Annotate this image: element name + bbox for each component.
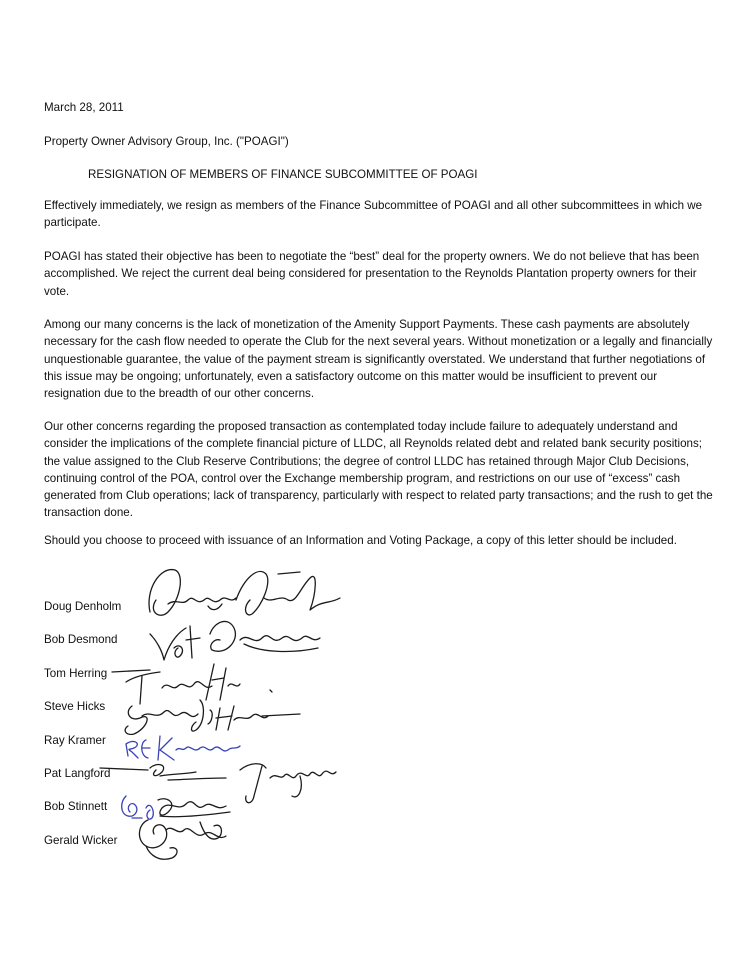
signature-langford — [100, 764, 336, 803]
signer-name: Steve Hicks — [44, 700, 106, 713]
letter-date: March 28, 2011 — [44, 101, 124, 114]
subject-line: RESIGNATION OF MEMBERS OF FINANCE SUBCOMMITTEE OF POAGI — [88, 168, 478, 181]
signer-name: Tom Herring — [44, 667, 108, 680]
signer-name: Doug Denholm — [44, 600, 122, 613]
paragraph-voting-package: Should you choose to proceed with issuance of an Information and Voting Package, a copy of this letter should be included. — [44, 534, 677, 547]
signature-desmond — [150, 621, 320, 660]
signature-hicks — [125, 700, 300, 734]
signature-denholm — [149, 570, 340, 616]
signer-name: Gerald Wicker — [44, 834, 118, 847]
paragraph-objective: POAGI has stated their objective has been to negotiate the “best” deal for the property owners. We do not believe that has been accomplished. We reject the current deal being considered for presentation to the Reynolds Plantation property owners for their vote. — [44, 250, 700, 298]
paragraph-other-concerns: Our other concerns regarding the proposed transaction as contemplated today include failure to adequately understand and consider the implications of the complete financial picture of LLDC, all Reynolds related debt and related bank security positions; the value assigned to the Club Reserve Contributions; the degree of control LLDC has retained through Major Club Decisions, continuing control of the POA, control over the Exchange membership program, and restrictions on our use of “excess” cash generated from Club operations; lack of transparency, particularly with respect to related party transactions; and the rush to get the transaction done. — [44, 420, 713, 520]
signature-herring — [112, 664, 272, 704]
signer-name: Bob Stinnett — [44, 800, 108, 813]
addressee: Property Owner Advisory Group, Inc. ("POAGI") — [44, 135, 289, 148]
signer-name: Bob Desmond — [44, 633, 118, 646]
paragraph-resignation: Effectively immediately, we resign as members of the Finance Subcommittee of POAGI and all other subcommittees in which we participate. — [44, 199, 703, 230]
signature-kramer — [126, 736, 240, 760]
paragraph-monetization: Among our many concerns is the lack of monetization of the Amenity Support Payments. These cash payments are absolutely necessary for the cash flow needed to operate the Club for the next several years. Without monetization or a legally and financially unquestionable guarantee, the value of the payment stream is significantly overstated. We understand that further negotiations of this issue may be ongoing; unfortunately, even a satisfactory outcome on this matter would be insufficient to prevent our resignation due to the breadth of our other concerns. — [44, 318, 713, 401]
signer-name: Pat Langford — [44, 767, 111, 780]
signature-wicker — [139, 820, 226, 859]
signer-name: Ray Kramer — [44, 734, 106, 747]
signature-stinnett — [122, 796, 230, 819]
